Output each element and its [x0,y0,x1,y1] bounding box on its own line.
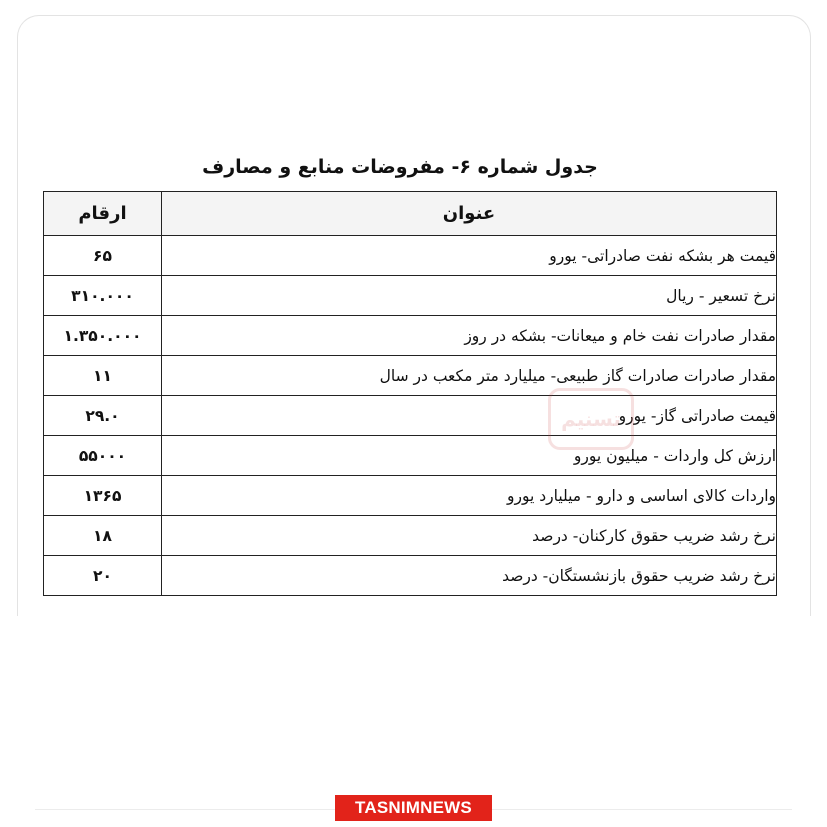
row-value: ۱۸ [44,516,162,556]
row-value: ۱.۳۵۰.۰۰۰ [44,316,162,356]
column-header-title: عنوان [162,192,777,236]
row-title: واردات کالای اساسی و دارو - میلیارد یورو [162,476,777,516]
row-title: نرخ تسعیر - ریال [162,276,777,316]
row-title: نرخ رشد ضریب حقوق کارکنان- درصد [162,516,777,556]
table-row [44,476,777,516]
row-value: ۶۵ [44,236,162,276]
table-row [44,516,777,556]
row-value: ۲۰ [44,556,162,596]
row-value: ۱۱ [44,356,162,396]
assumptions-table [43,191,777,596]
row-title: ارزش کل واردات - میلیون یورو [162,436,777,476]
brand-logo: TASNIMNEWS [335,795,492,821]
column-header-value: ارقام [44,192,162,236]
row-value: ۳۱۰.۰۰۰ [44,276,162,316]
table-row [44,236,777,276]
row-title: نرخ رشد ضریب حقوق بازنشستگان- درصد [162,556,777,596]
row-title: مقدار صادرات نفت خام و میعانات- بشکه در روز [162,316,777,356]
table-header-row [44,192,777,236]
row-title: قیمت صادراتی گاز- یورو [162,396,777,436]
table-row [44,396,777,436]
table-row [44,556,777,596]
row-value: ۲۹.۰ [44,396,162,436]
watermark-logo: تسنیم [548,388,634,450]
table-row [44,356,777,396]
table-caption: جدول شماره ۶- مفروضات منابع و مصارف [202,156,598,178]
row-value: ۵۵۰۰۰ [44,436,162,476]
row-title: مقدار صادرات صادرات گاز طبیعی- میلیارد متر مکعب در سال [162,356,777,396]
table-row [44,436,777,476]
table-row [44,316,777,356]
row-value: ۱۳۶۵ [44,476,162,516]
row-title: قیمت هر بشکه نفت صادراتی- یورو [162,236,777,276]
table-row [44,276,777,316]
